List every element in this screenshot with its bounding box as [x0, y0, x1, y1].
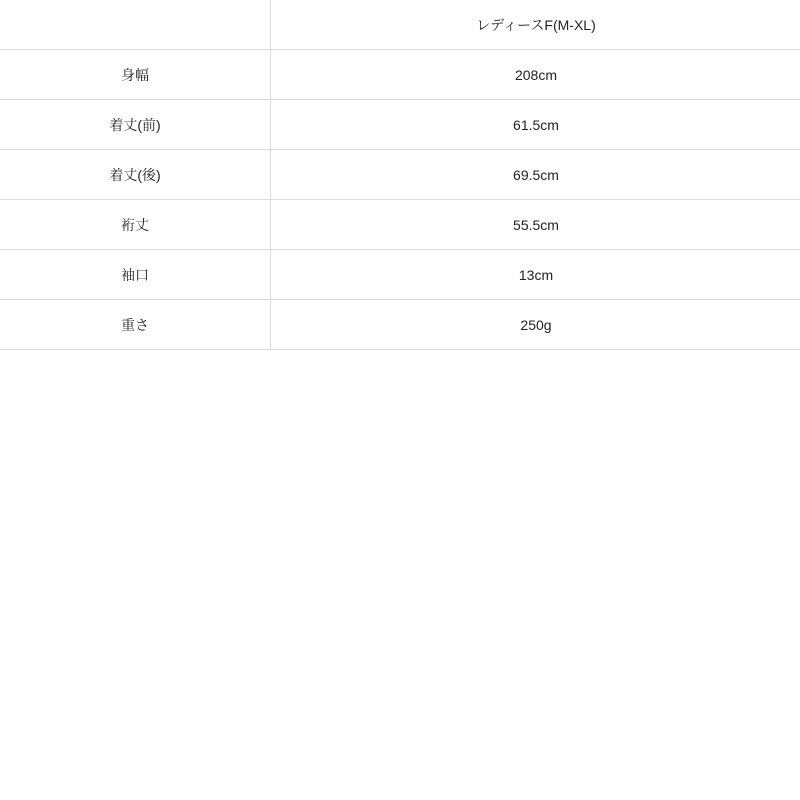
- table-row: [0, 150, 800, 200]
- row-label: 着丈(後): [0, 150, 271, 200]
- row-label: 袖口: [0, 250, 271, 300]
- size-table: [0, 0, 800, 350]
- table-row: [0, 300, 800, 350]
- row-value: 208cm: [271, 50, 800, 100]
- row-value: 55.5cm: [271, 200, 800, 250]
- table-row: [0, 100, 800, 150]
- table-row: [0, 250, 800, 300]
- row-label: 重さ: [0, 300, 271, 350]
- table-header-row: [0, 0, 800, 50]
- table-row: [0, 50, 800, 100]
- row-label: 着丈(前): [0, 100, 271, 150]
- header-label-column: [0, 0, 271, 50]
- row-value: 13cm: [271, 250, 800, 300]
- size-table-body: [0, 50, 800, 350]
- size-table-header: [0, 0, 800, 50]
- row-label: 身幅: [0, 50, 271, 100]
- row-label: 裄丈: [0, 200, 271, 250]
- blank-area: [0, 350, 800, 800]
- row-value: 61.5cm: [271, 100, 800, 150]
- table-row: [0, 200, 800, 250]
- row-value: 250g: [271, 300, 800, 350]
- row-value: 69.5cm: [271, 150, 800, 200]
- header-size-column: レディースF(M-XL): [271, 0, 800, 50]
